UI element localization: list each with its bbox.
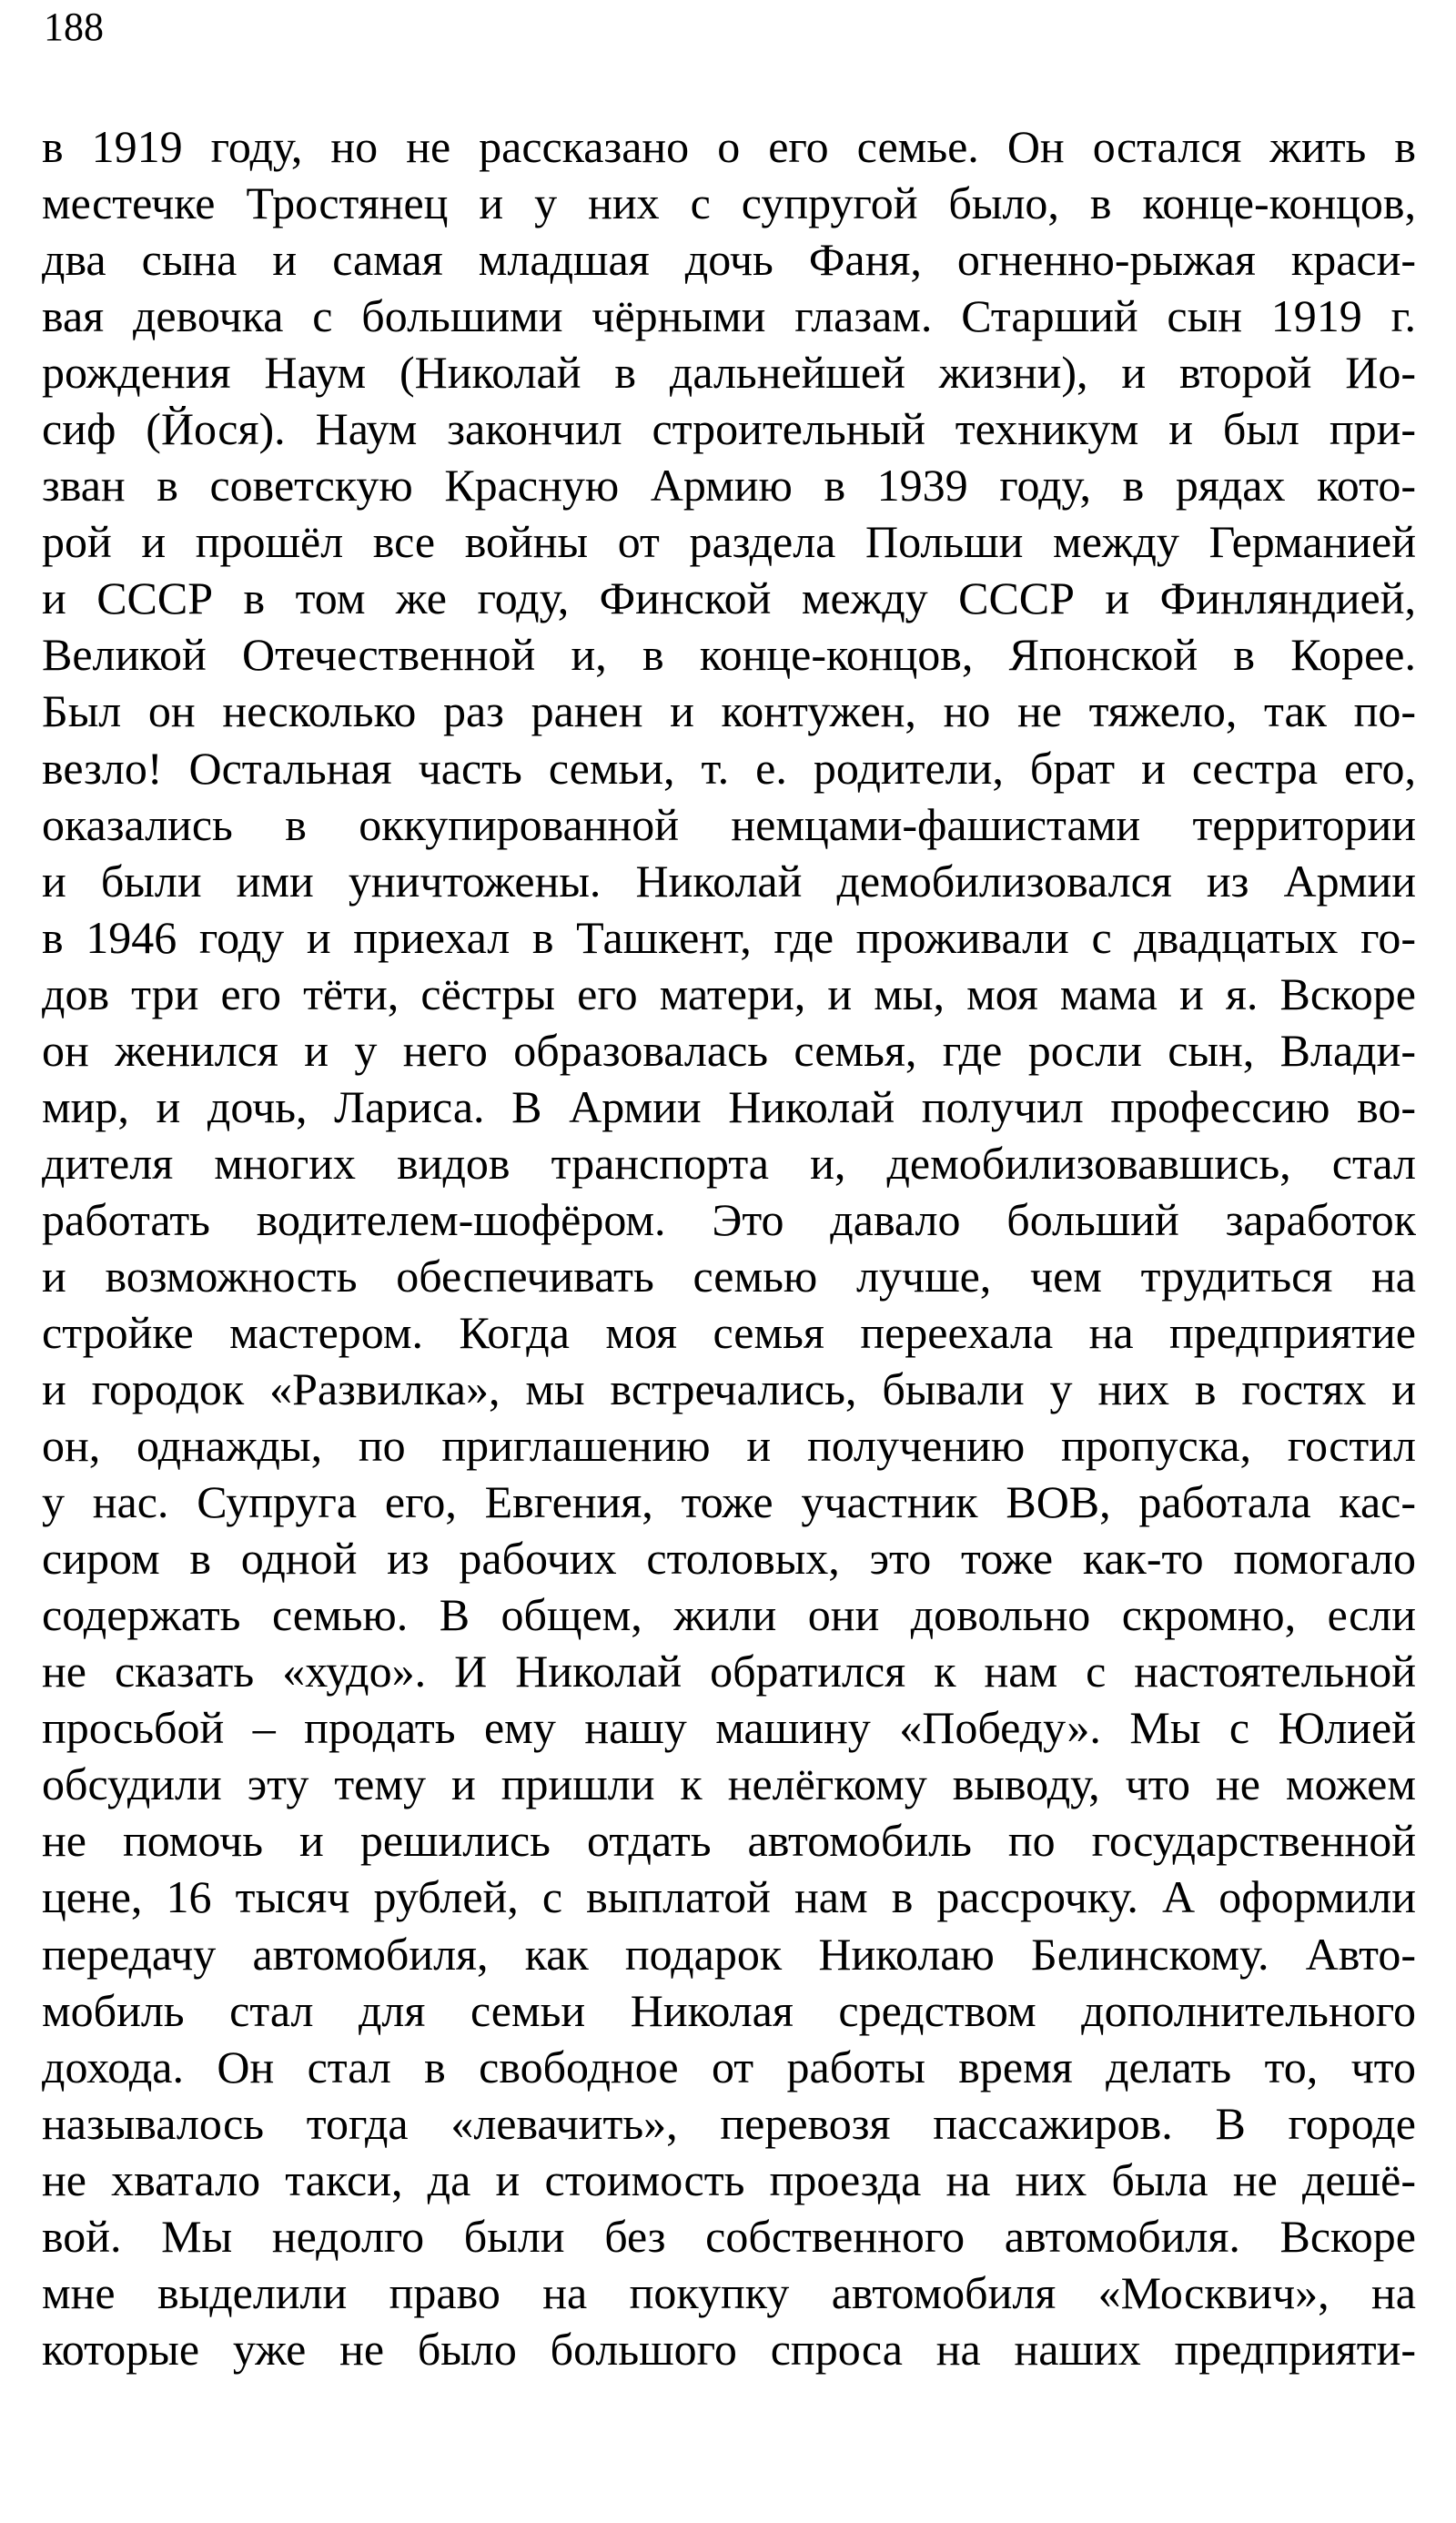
text-line: везло! Остальная часть семьи, т. е. родители, брат и сестра его, — [42, 742, 1416, 794]
text-line: содержать семью. В общем, жили они довольно скромно, если — [42, 1589, 1416, 1641]
text-line: стройке мастером. Когда моя семья переехала на предприятие — [42, 1306, 1416, 1358]
text-line: вая девочка с большими чёрными глазам. Старший сын 1919 г. — [42, 290, 1416, 342]
text-line: сиф (Йося). Наум закончил строительный техникум и был при- — [42, 403, 1416, 455]
text-line: просьбой – продать ему нашу машину «Победу». Мы с Юлией — [42, 1702, 1416, 1754]
text-line: дохода. Он стал в свободное от работы время делать то, что — [42, 2041, 1416, 2092]
text-line: Был он несколько раз ранен и контужен, но не тяжело, так по- — [42, 685, 1416, 737]
text-line: работать водителем-шофёром. Это давало больший заработок — [42, 1193, 1416, 1245]
text-line: вой. Мы недолго были без собственного автомобиля. Вскоре — [42, 2210, 1416, 2262]
text-line: называлось тогда «левачить», перевозя пассажиров. В городе — [42, 2097, 1416, 2149]
text-line: мир, и дочь, Лариса. В Армии Николай получил профессию во- — [42, 1080, 1416, 1132]
text-line: передачу автомобиля, как подарок Николаю Белинскому. Авто- — [42, 1928, 1416, 1980]
text-line: рой и прошёл все войны от раздела Польши между Германией — [42, 516, 1416, 568]
text-line: мобиль стал для семьи Николая средством дополнительного — [42, 1984, 1416, 2036]
text-line: и СССР в том же году, Финской между СССР и Финляндией, — [42, 572, 1416, 624]
text-line: сиром в одной из рабочих столовых, это тоже как-то помогало — [42, 1533, 1416, 1585]
text-line: оказались в оккупированной немцами-фашистами территории — [42, 798, 1416, 850]
text-line: он, однажды, по приглашению и получению пропуска, гостил — [42, 1420, 1416, 1472]
text-line: не помочь и решились отдать автомобиль по государственной — [42, 1815, 1416, 1867]
text-line: не хватало такси, да и стоимость проезда на них была не дешё- — [42, 2153, 1416, 2205]
page-number: 188 — [44, 5, 104, 49]
text-line: и возможность обеспечивать семью лучше, чем трудиться на — [42, 1250, 1416, 1302]
text-line: в 1946 году и приехал в Ташкент, где проживали с двадцатых го- — [42, 911, 1416, 963]
text-line: мне выделили право на покупку автомобиля «Москвич», на — [42, 2266, 1416, 2318]
text-line: зван в советскую Красную Армию в 1939 году, в рядах кото- — [42, 460, 1416, 512]
text-line: в 1919 году, но не рассказано о его семье. Он остался жить в — [42, 121, 1416, 172]
text-line: и были ими уничтожены. Николай демобилизовался из Армии — [42, 855, 1416, 907]
text-line: цене, 16 тысяч рублей, с выплатой нам в рассрочку. А оформили — [42, 1871, 1416, 1923]
text-line: не сказать «худо». И Николай обратился к нам с настоятельной — [42, 1646, 1416, 1697]
text-line: местечке Тростянец и у них с супругой было, в конце-концов, — [42, 177, 1416, 229]
text-line: дов три его тёти, сёстры его матери, и мы, моя мама и я. Вскоре — [42, 968, 1416, 1019]
body-text — [42, 118, 1416, 2377]
text-line: Великой Отечественной и, в конце-концов, Японской в Корее. — [42, 629, 1416, 681]
text-line: два сына и самая младшая дочь Фаня, огненно-рыжая краси- — [42, 234, 1416, 286]
text-line: у нас. Супруга его, Евгения, тоже участник ВОВ, работала кас- — [42, 1476, 1416, 1528]
text-line: дителя многих видов транспорта и, демобилизовавшись, стал — [42, 1137, 1416, 1189]
text-line: и городок «Развилка», мы встречались, бывали у них в гостях и — [42, 1363, 1416, 1415]
text-line: которые уже не было большого спроса на наших предприяти- — [42, 2323, 1416, 2375]
text-line: обсудили эту тему и пришли к нелёгкому выводу, что не можем — [42, 1758, 1416, 1810]
text-line: он женился и у него образовалась семья, где росли сын, Влади- — [42, 1024, 1416, 1076]
text-line: рождения Наум (Николай в дальнейшей жизни), и второй Ио- — [42, 347, 1416, 399]
